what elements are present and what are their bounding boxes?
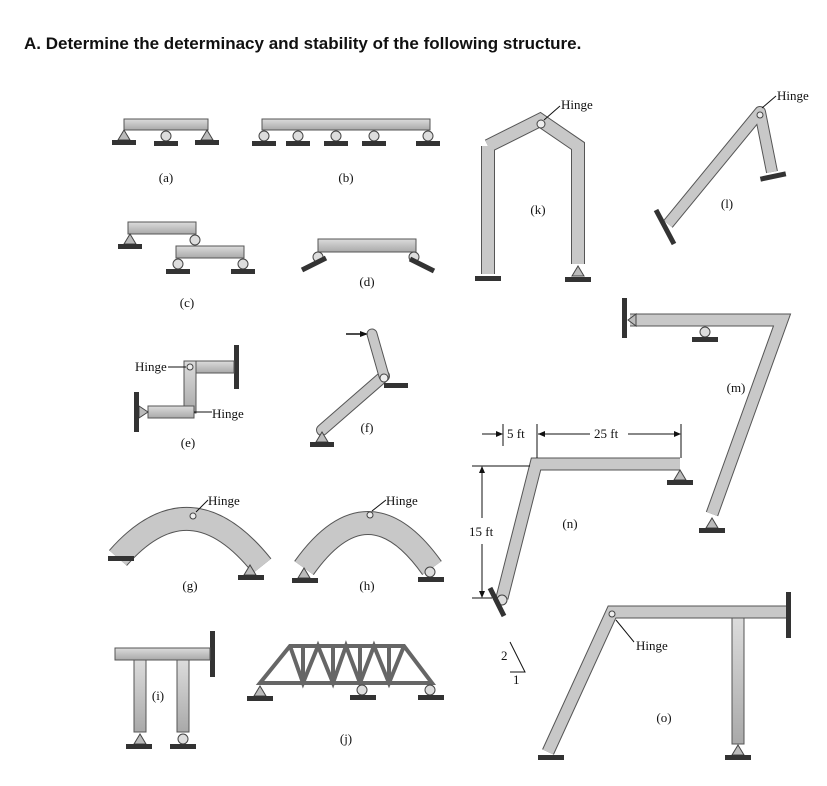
problem-heading: A. Determine the determinacy and stability of the following structure. [24, 34, 582, 53]
roller-support [331, 131, 341, 141]
caption-o: (o) [656, 710, 672, 725]
structure-a [112, 119, 219, 185]
hinge-label: Hinge [777, 88, 809, 103]
roller-support [259, 131, 269, 141]
caption-a: (a) [158, 170, 174, 185]
structure-g [108, 493, 264, 593]
caption-h: (h) [359, 578, 375, 593]
pin-support [201, 130, 213, 140]
hinge-label: Hinge [386, 493, 418, 508]
caption-c: (c) [179, 295, 195, 310]
structure-f [310, 331, 408, 447]
caption-i: (i) [151, 688, 165, 703]
structure-e [134, 345, 244, 450]
caption-d: (d) [359, 274, 375, 289]
roller-support [161, 131, 171, 141]
structure-h [292, 493, 444, 593]
structure-i [115, 631, 215, 749]
ground [112, 140, 136, 145]
structure-o [538, 592, 791, 760]
caption-k: (k) [530, 202, 546, 217]
structure-j [260, 646, 432, 683]
slope-rise: 2 [501, 648, 508, 663]
ground [154, 141, 178, 146]
caption-l: (l) [720, 196, 734, 211]
caption-e: (e) [180, 435, 196, 450]
caption-b: (b) [338, 170, 354, 185]
structure-j-supports [247, 685, 444, 746]
hinge-label: Hinge [208, 493, 240, 508]
structure-m [622, 298, 782, 533]
ground [195, 140, 219, 145]
caption-j: (j) [339, 731, 353, 746]
caption-n: (n) [562, 516, 578, 531]
roller-support [369, 131, 379, 141]
hinge-label: Hinge [636, 638, 668, 653]
pin-support [118, 130, 130, 140]
structure-k [475, 97, 593, 282]
structure-l [656, 88, 809, 244]
hinge-label: Hinge [212, 406, 244, 421]
roller-support [423, 131, 433, 141]
roller-support [293, 131, 303, 141]
structure-d [302, 239, 434, 289]
dim-25ft: 25 ft [594, 426, 619, 441]
hinge-label: Hinge [561, 97, 593, 112]
caption-f: (f) [360, 420, 374, 435]
dim-5ft: 5 ft [507, 426, 525, 441]
caption-g: (g) [182, 578, 198, 593]
dim-15ft: 15 ft [469, 524, 494, 539]
slope-run: 1 [513, 672, 520, 687]
hinge-label: Hinge [135, 359, 167, 374]
structure-c [118, 222, 255, 310]
structure-b [252, 119, 440, 185]
caption-m: (m) [726, 380, 746, 395]
